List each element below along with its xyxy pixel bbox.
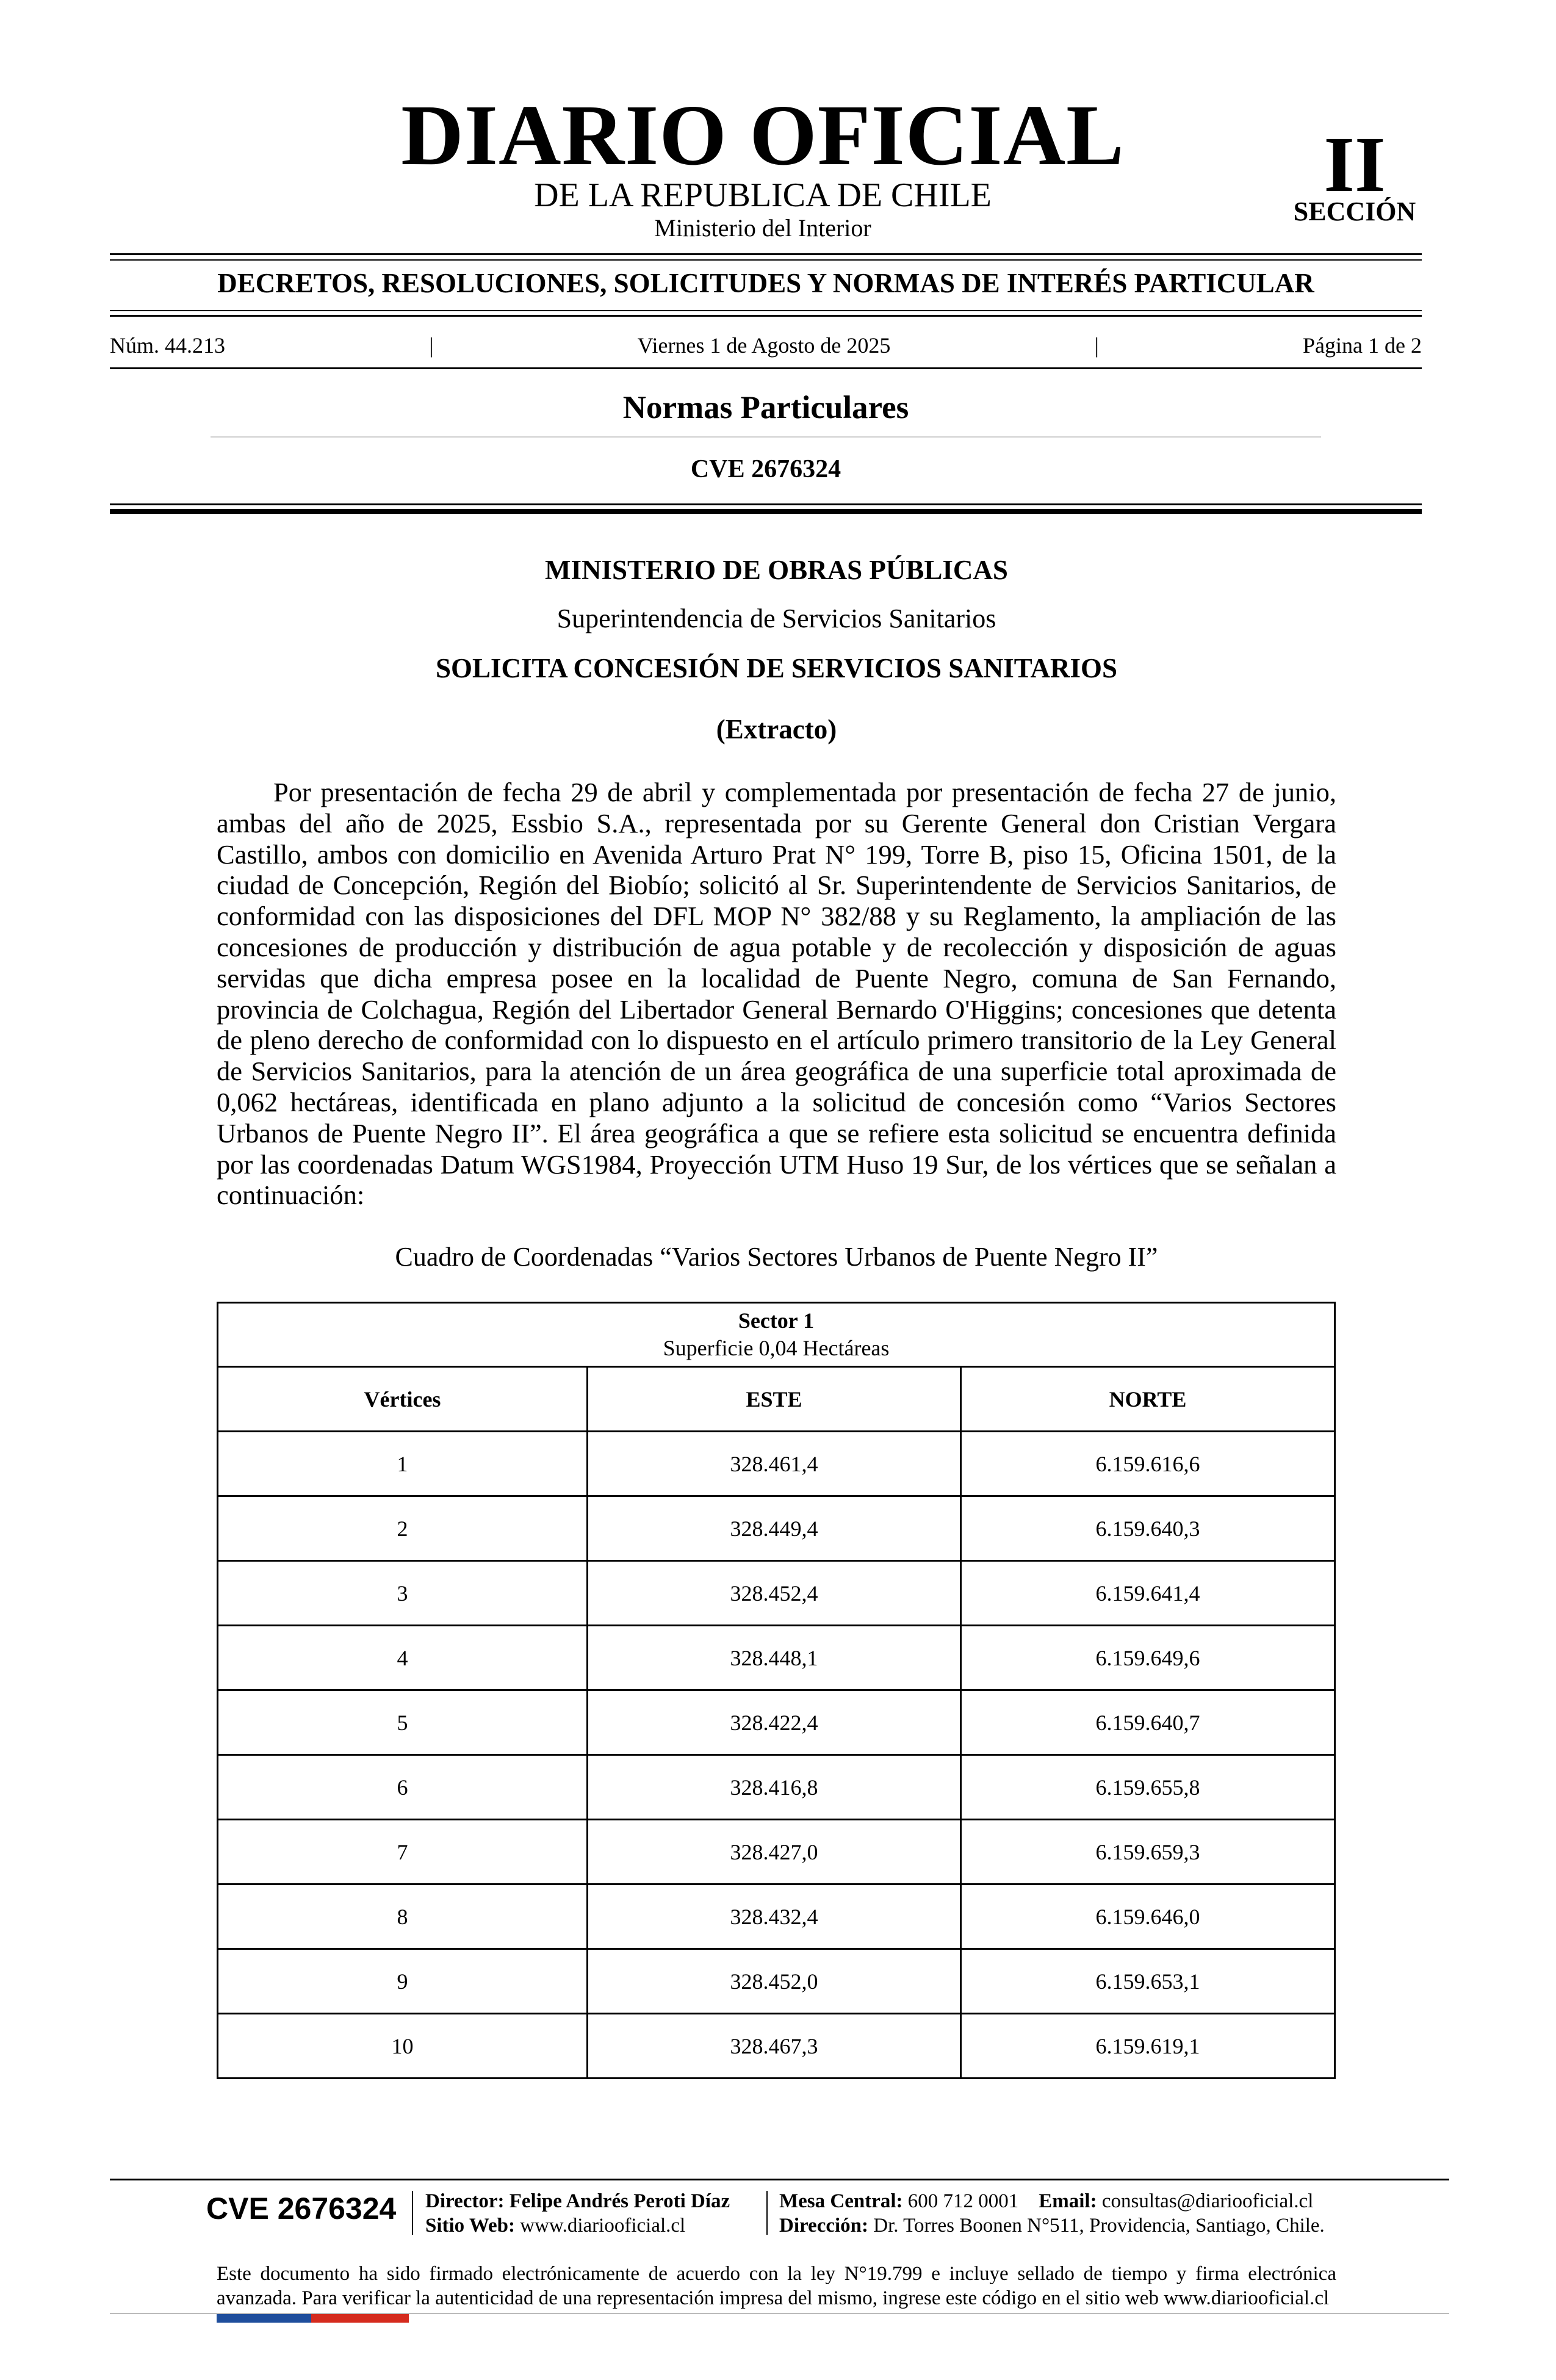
este-cell: 328.432,4 bbox=[588, 1884, 961, 1949]
este-cell: 328.467,3 bbox=[588, 2014, 961, 2079]
address-value: Dr. Torres Boonen N°511, Providencia, Santiago, Chile. bbox=[873, 2215, 1325, 2237]
norte-cell: 6.159.641,4 bbox=[961, 1561, 1335, 1626]
este-cell: 328.452,0 bbox=[588, 1949, 961, 2014]
issue-date: Viernes 1 de Agosto de 2025 bbox=[637, 333, 891, 358]
signature-note: Este documento ha sido firmado electrónicamente de acuerdo con la ley N°19.799 e incluye sellado de tiempo y firma electrónica avanzada. Para verificar la autenticidad de una representación impresa del mismo, ingrese este código en el sitio web www.diariooficial.cl bbox=[217, 2263, 1336, 2309]
vertex-cell: 3 bbox=[218, 1561, 588, 1626]
header-end-divider-thin bbox=[110, 503, 1422, 505]
footer-contact-block bbox=[779, 2189, 1353, 2238]
norte-cell: 6.159.655,8 bbox=[961, 1755, 1335, 1820]
este-cell: 328.422,4 bbox=[588, 1690, 961, 1755]
este-cell: 328.452,4 bbox=[588, 1561, 961, 1626]
table-row bbox=[218, 2014, 1335, 2079]
footer-director-block bbox=[425, 2189, 767, 2238]
newspaper-subtitle: DE LA REPUBLICA DE CHILE bbox=[534, 176, 992, 214]
masthead-divider-thin bbox=[110, 259, 1422, 261]
newspaper-title: DIARIO OFICIAL bbox=[401, 87, 1125, 183]
table-row bbox=[218, 1690, 1335, 1755]
director-label: Director: bbox=[425, 2190, 505, 2212]
table-caption: Cuadro de Coordenadas “Varios Sectores Urbanos de Puente Negro II” bbox=[395, 1242, 1158, 1272]
document-body: Por presentación de fecha 29 de abril y complementada por presentación de fecha 27 de junio, ambas del año de 2025, Essbio S.A., representada por su Gerente General don Cristian Vergara Castillo, ambos con domicilio en Avenida Arturo Prat N° 199, Torre B, piso 15, Oficina 1501, de la ciudad de Concepción, Región del Biobío; solicitó al Sr. Superintendente de Servicios Sanitarios, de conformidad con las disposiciones del DFL MOP N° 382/88 y su Reglamento, la ampliación de las concesiones de producción y distribución de agua potable y de recolección y disposición de aguas servidas que dicha empresa posee en la localidad de Puente Negro, comuna de San Fernando, provincia de Colchagua, Región del Libertador General Bernardo O'Higgins; concesiones que detenta de pleno derecho de conformidad con lo dispuesto en el artículo primero transitorio de la Ley General de Servicios Sanitarios, para la atención de un área geográfica de una superficie total aproximada de 0,062 hectáreas, identificada en plano adjunto a la solicitud de concesión como “Varios Sectores Urbanos de Puente Negro II”. El área geográfica a que se refiere esta solicitud se encuentra definida por las coordenadas Datum WGS1984, Proyección UTM Huso 19 Sur, de los vértices que se señalan a continuación: bbox=[217, 777, 1336, 1211]
banner-divider-thin bbox=[110, 310, 1422, 311]
table-row bbox=[218, 1496, 1335, 1561]
footer-divider bbox=[110, 2179, 1449, 2180]
column-header-row bbox=[218, 1367, 1335, 1432]
banner-divider bbox=[110, 315, 1422, 317]
column-header-este: ESTE bbox=[588, 1367, 961, 1432]
website-label: Sitio Web: bbox=[425, 2215, 516, 2237]
norte-cell: 6.159.619,1 bbox=[961, 2014, 1335, 2079]
column-header-vertices: Vértices bbox=[218, 1367, 588, 1432]
column-header-norte: NORTE bbox=[961, 1367, 1335, 1432]
norte-cell: 6.159.659,3 bbox=[961, 1820, 1335, 1884]
norte-cell: 6.159.653,1 bbox=[961, 1949, 1335, 2014]
table-row bbox=[218, 1432, 1335, 1496]
norte-cell: 6.159.649,6 bbox=[961, 1626, 1335, 1690]
director-name: Felipe Andrés Peroti Díaz bbox=[509, 2190, 730, 2212]
norte-cell: 6.159.646,0 bbox=[961, 1884, 1335, 1949]
vertex-cell: 9 bbox=[218, 1949, 588, 2014]
este-cell: 328.449,4 bbox=[588, 1496, 961, 1561]
website-link[interactable]: www.diariooficial.cl bbox=[520, 2215, 686, 2237]
sector-header-cell bbox=[218, 1303, 1335, 1367]
este-cell: 328.416,8 bbox=[588, 1755, 961, 1820]
document-department: Superintendencia de Servicios Sanitarios bbox=[556, 604, 996, 633]
table-row bbox=[218, 1755, 1335, 1820]
section-title: Normas Particulares bbox=[622, 390, 909, 425]
vertex-cell: 4 bbox=[218, 1626, 588, 1690]
cve-code: CVE 2676324 bbox=[690, 455, 841, 483]
table-row bbox=[218, 1626, 1335, 1690]
phone-label: Mesa Central: bbox=[779, 2190, 903, 2212]
vertex-cell: 1 bbox=[218, 1432, 588, 1496]
issue-line bbox=[110, 334, 1422, 356]
vertex-cell: 2 bbox=[218, 1496, 588, 1561]
vertex-cell: 6 bbox=[218, 1755, 588, 1820]
document-title: SOLICITA CONCESIÓN DE SERVICIOS SANITARIOS bbox=[435, 653, 1118, 683]
sector-header-row bbox=[218, 1303, 1335, 1367]
flag-stripe-blue bbox=[217, 2314, 311, 2323]
section-banner: DECRETOS, RESOLUCIONES, SOLICITUDES Y NORMAS DE INTERÉS PARTICULAR bbox=[217, 268, 1314, 298]
este-cell: 328.461,4 bbox=[588, 1432, 961, 1496]
newspaper-ministry: Ministerio del Interior bbox=[654, 214, 871, 242]
sector-area: Superficie 0,04 Hectáreas bbox=[663, 1336, 890, 1360]
issue-number: Núm. 44.213 bbox=[110, 333, 225, 358]
norte-cell: 6.159.640,7 bbox=[961, 1690, 1335, 1755]
sector-name: Sector 1 bbox=[738, 1308, 815, 1333]
issue-separator: | bbox=[1094, 333, 1099, 358]
issue-divider bbox=[110, 367, 1422, 369]
vertex-cell: 5 bbox=[218, 1690, 588, 1755]
section-number: II bbox=[1324, 121, 1386, 209]
masthead-divider bbox=[110, 253, 1422, 255]
address-label: Dirección: bbox=[779, 2215, 869, 2237]
este-cell: 328.448,1 bbox=[588, 1626, 961, 1690]
header-end-divider bbox=[110, 509, 1422, 514]
norte-cell: 6.159.616,6 bbox=[961, 1432, 1335, 1496]
email-label: Email: bbox=[1039, 2190, 1097, 2212]
document-subtitle: (Extracto) bbox=[716, 714, 837, 745]
vertex-cell: 7 bbox=[218, 1820, 588, 1884]
section-title-underline bbox=[211, 436, 1321, 438]
section-label: SECCIÓN bbox=[1293, 197, 1416, 226]
coordinates-table bbox=[217, 1302, 1336, 2079]
table-row bbox=[218, 1820, 1335, 1884]
issue-separator: | bbox=[429, 333, 434, 358]
este-cell: 328.427,0 bbox=[588, 1820, 961, 1884]
vertex-cell: 10 bbox=[218, 2014, 588, 2079]
document-ministry: MINISTERIO DE OBRAS PÚBLICAS bbox=[545, 555, 1008, 585]
table-row bbox=[218, 1561, 1335, 1626]
footer-separator bbox=[766, 2191, 768, 2235]
email-link[interactable]: consultas@diariooficial.cl bbox=[1101, 2190, 1314, 2212]
norte-cell: 6.159.640,3 bbox=[961, 1496, 1335, 1561]
footer-cve-code: CVE 2676324 bbox=[206, 2191, 397, 2226]
issue-page: Página 1 de 2 bbox=[1303, 333, 1422, 358]
vertex-cell: 8 bbox=[218, 1884, 588, 1949]
flag-stripe-red bbox=[311, 2314, 409, 2323]
table-row bbox=[218, 1949, 1335, 2014]
phone-value: 600 712 0001 bbox=[907, 2190, 1019, 2212]
table-row bbox=[218, 1884, 1335, 1949]
footer-separator bbox=[412, 2191, 413, 2235]
